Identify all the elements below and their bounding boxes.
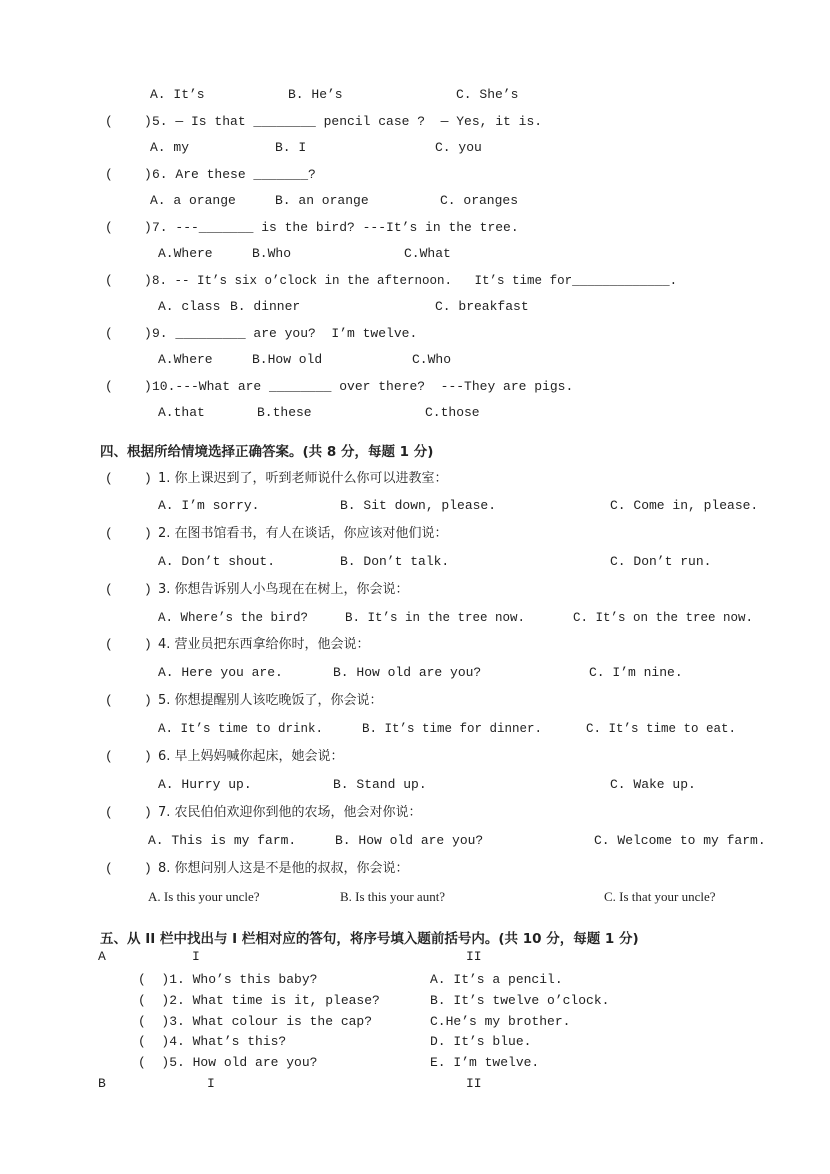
match-answer: B. It’s twelve o’clock. <box>430 993 610 1008</box>
option-b: B. How old are you? <box>333 665 482 680</box>
option-c: C. She’s <box>456 87 519 102</box>
option-c: C.those <box>425 405 480 420</box>
option-b: B. Don’t talk. <box>340 554 450 569</box>
option-a: A. Here you are. <box>158 665 283 680</box>
option-c: C.What <box>404 246 451 261</box>
match-question: ( )4. What’s this? <box>138 1034 287 1049</box>
question-stem: 5. — Is that ________ pencil case ? — Yes, it is. <box>152 114 543 129</box>
option-a: A.that <box>158 405 205 420</box>
option-a: A. This is my farm. <box>148 833 297 848</box>
option-b: B. dinner <box>230 299 301 314</box>
answer-paren[interactable]: ( ) <box>105 114 152 129</box>
option-b: B. I <box>275 140 307 155</box>
option-c: C. Come in, please. <box>610 498 759 513</box>
option-b: B. He’s <box>288 87 343 102</box>
question-stem: 3. 你想告诉别人小鸟现在在树上，你会说： <box>158 582 409 597</box>
option-a: A. I’m sorry. <box>158 498 260 513</box>
answer-paren[interactable]: ( ) <box>105 582 152 597</box>
option-a: A.Where <box>158 352 213 367</box>
answer-paren[interactable]: ( ) <box>105 167 152 182</box>
option-c: C. breakfast <box>435 299 529 314</box>
option-b: B. an orange <box>275 193 369 208</box>
option-a: A.Where <box>158 246 213 261</box>
question-stem: 6. 早上妈妈喊你起床，她会说： <box>158 749 344 764</box>
answer-paren[interactable]: ( ) <box>105 693 152 708</box>
option-a: A. Hurry up. <box>158 777 252 792</box>
answer-paren[interactable]: ( ) <box>105 273 152 288</box>
option-c: C. It’s time to eat. <box>586 722 737 736</box>
option-a: A. It’s time to drink. <box>158 722 324 736</box>
question-stem: 1. 你上课迟到了，听到老师说什么你可以进教室： <box>158 471 448 486</box>
option-b: B.these <box>257 405 312 420</box>
option-b: B. How old are you? <box>335 833 484 848</box>
question-stem: 7. 农民伯伯欢迎你到他的农场，他会对你说： <box>158 805 422 820</box>
match-question: ( )2. What time is it, please? <box>138 993 380 1008</box>
question-stem: 2. 在图书馆看书，有人在谈话，你应该对他们说： <box>158 526 448 541</box>
answer-paren[interactable]: ( ) <box>105 637 152 652</box>
option-c: C. oranges <box>440 193 519 208</box>
option-c: C. Wake up. <box>610 777 696 792</box>
option-c: C. Welcome to my farm. <box>594 833 766 848</box>
question-stem: 8. 你想问别人这是不是他的叔叔，你会说： <box>158 861 409 876</box>
option-a: A. It’s <box>150 87 205 102</box>
match-question: ( )5. How old are you? <box>138 1055 318 1070</box>
match-question: ( )1. Who’s this baby? <box>138 972 318 987</box>
option-a: A. Don’t shout. <box>158 554 276 569</box>
option-b: B. Is this your aunt? <box>340 889 446 904</box>
question-stem: 9. _________ are you? I’m twelve. <box>152 326 418 341</box>
option-c: C. Is that your uncle? <box>604 889 716 904</box>
column-ii-header: II <box>466 949 482 964</box>
option-b: B. It’s in the tree now. <box>345 611 526 625</box>
question-stem: 8. -- It’s six o’clock in the afternoon. It’s time for_____________. <box>152 274 678 288</box>
option-c: C.Who <box>412 352 452 367</box>
option-c: C. It’s on the tree now. <box>573 611 754 625</box>
match-answer: E. I’m twelve. <box>430 1055 540 1070</box>
match-answer: A. It’s a pencil. <box>430 972 563 987</box>
match-answer: D. It’s blue. <box>430 1034 532 1049</box>
column-i-header: I <box>207 1076 215 1091</box>
answer-paren[interactable]: ( ) <box>105 220 152 235</box>
option-b: B. Stand up. <box>333 777 427 792</box>
option-a: A. my <box>150 140 190 155</box>
answer-paren[interactable]: ( ) <box>105 861 152 876</box>
question-stem: 4. 营业员把东西拿给你时，他会说： <box>158 637 370 652</box>
answer-paren[interactable]: ( ) <box>105 749 152 764</box>
section-title: 五、从 II 栏中找出与 I 栏相对应的答句，将序号填入题前括号内。(共 10 分，每题 1 分) <box>100 931 639 947</box>
option-c: C. I’m nine. <box>589 665 683 680</box>
option-c: C. you <box>435 140 482 155</box>
option-b: B.Who <box>252 246 292 261</box>
question-stem: 6. Are these _______? <box>152 167 316 182</box>
question-stem: 10.---What are ________ over there? ---They are pigs. <box>152 379 574 394</box>
answer-paren[interactable]: ( ) <box>105 379 152 394</box>
option-b: B.How old <box>252 352 323 367</box>
match-question: ( )3. What colour is the cap? <box>138 1014 373 1029</box>
answer-paren[interactable]: ( ) <box>105 805 152 820</box>
option-a: A. a orange <box>150 193 236 208</box>
question-stem: 5. 你想提醒别人该吃晚饭了，你会说： <box>158 693 383 708</box>
option-b: B. Sit down, please. <box>340 498 497 513</box>
option-a: A. Where’s the bird? <box>158 611 309 625</box>
part-a-label: A <box>98 949 106 964</box>
option-a: A. Is this your uncle? <box>148 889 260 904</box>
match-answer: C.He’s my brother. <box>430 1014 571 1029</box>
question-stem: 7. ---_______ is the bird? ---It’s in the tree. <box>152 220 519 235</box>
option-a: A. class <box>158 299 221 314</box>
column-i-header: I <box>192 949 200 964</box>
option-c: C. Don’t run. <box>610 554 712 569</box>
column-ii-header: II <box>466 1076 482 1091</box>
answer-paren[interactable]: ( ) <box>105 526 152 541</box>
answer-paren[interactable]: ( ) <box>105 326 152 341</box>
answer-paren[interactable]: ( ) <box>105 471 152 486</box>
option-b: B. It’s time for dinner. <box>362 722 543 736</box>
part-b-label: B <box>98 1076 106 1091</box>
section-title: 四、根据所给情境选择正确答案。(共 8 分，每题 1 分) <box>100 444 434 460</box>
